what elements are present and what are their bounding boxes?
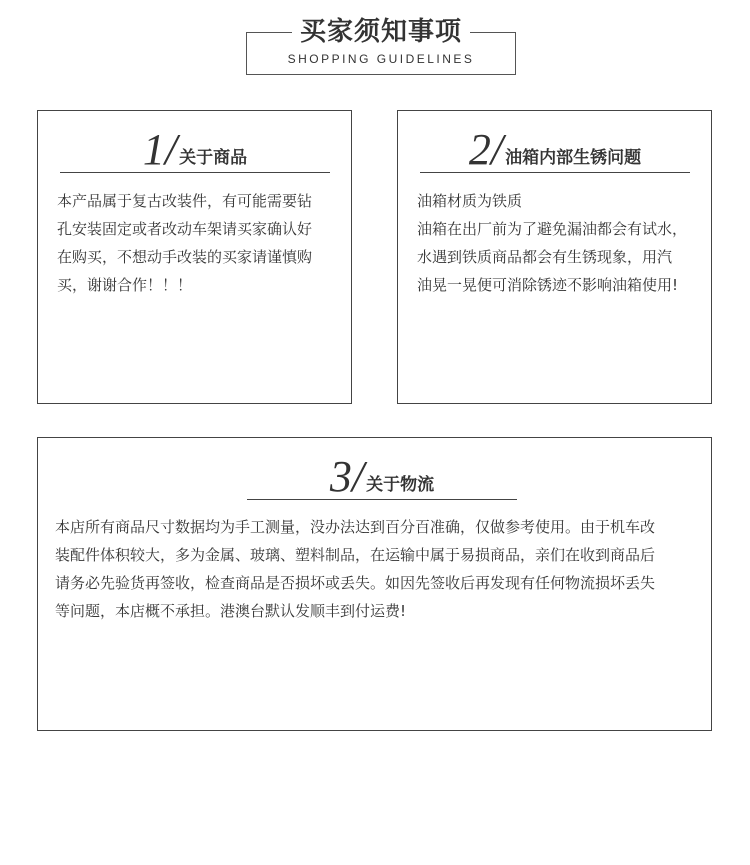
card-body (55, 513, 655, 625)
card-text-line: 水遇到铁质商品都会有生锈现象，用汽 (417, 248, 673, 266)
card-text-line: 在购买，不想动手改装的买家请谨慎购 (57, 248, 313, 266)
card-text-line: 本产品属于复古改装件，有可能需要钻 (57, 192, 313, 210)
card-title: 油箱内部生锈问题 (505, 148, 642, 168)
page-title: 买家须知事项 (292, 14, 470, 50)
card-text-line: 油晃一晃便可消除锈迹不影响油箱使用! (417, 276, 679, 294)
card-title: 关于商品 (179, 148, 248, 168)
card-text-line: 孔安装固定或者改动车架请买家确认好 (57, 220, 313, 238)
card-tank-rust (397, 110, 712, 404)
card-body (57, 187, 312, 299)
card-number: 1/ (142, 125, 178, 174)
card-header (247, 452, 517, 501)
card-text-line: 油箱材质为铁质 (417, 192, 523, 210)
card-text-line: 请务必先验货再签收，检查商品是否损坏或丢失。如因先签收后再发现有任何物流损坏丢失 (55, 574, 656, 592)
card-product (37, 110, 352, 404)
card-text-line: 买，谢谢合作！！！ (57, 276, 193, 294)
card-header (420, 125, 690, 174)
card-body (417, 187, 687, 299)
card-number: 2/ (468, 125, 504, 174)
card-text-line: 油箱在出厂前为了避免漏油都会有试水， (417, 220, 688, 238)
card-logistics (37, 437, 712, 731)
card-text-line: 装配件体积较大，多为金属、玻璃、塑料制品，在运输中属于易损商品，亲们在收到商品后 (55, 546, 656, 564)
card-text-line: 等问题，本店概不承担。港澳台默认发顺丰到付运费! (55, 602, 407, 620)
card-number: 3/ (329, 452, 365, 501)
card-title: 关于物流 (366, 475, 435, 495)
page-subtitle: SHOPPING GUIDELINES (287, 52, 475, 66)
card-header (60, 125, 330, 174)
card-text-line: 本店所有商品尺寸数据均为手工测量，没办法达到百分百准确，仅做参考使用。由于机车改 (55, 518, 656, 536)
